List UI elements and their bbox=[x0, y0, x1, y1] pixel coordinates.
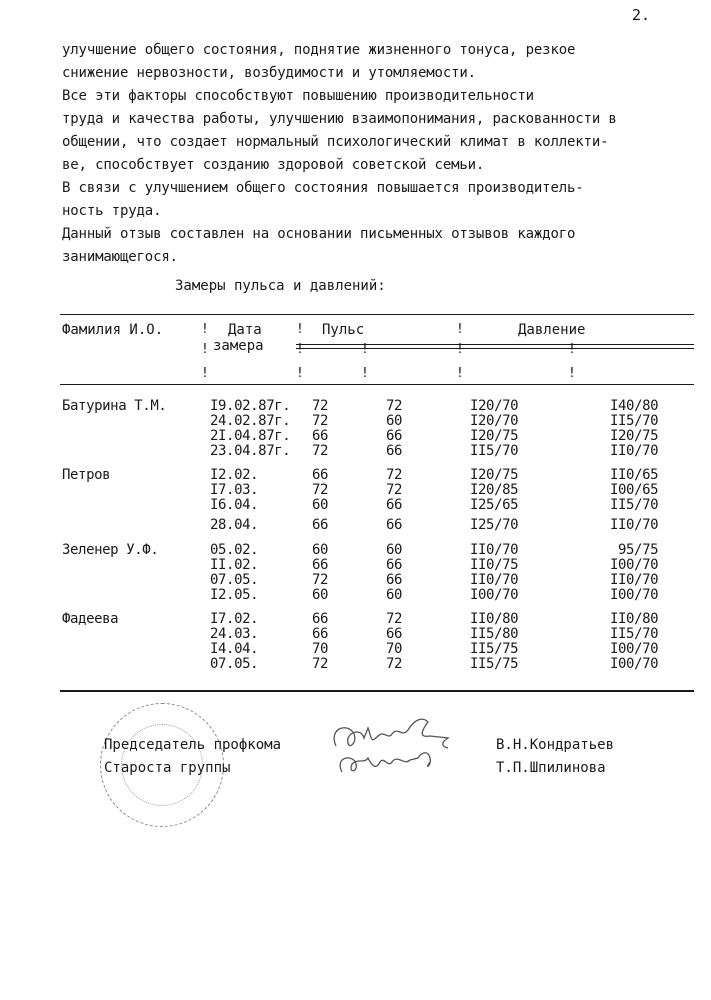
column-separator: ! bbox=[568, 342, 576, 357]
pressure-cell: I00/70 bbox=[610, 587, 659, 603]
pulse-cell: 66 bbox=[386, 428, 403, 444]
text-line: улучшение общего состояния, поднятие жизненного тонуса, резкое bbox=[62, 42, 576, 58]
column-separator: ! bbox=[201, 342, 209, 357]
pulse-cell: 60 bbox=[386, 587, 403, 603]
header-date-2: замера bbox=[213, 338, 264, 354]
column-separator: ! bbox=[456, 322, 464, 337]
pulse-cell: 60 bbox=[312, 497, 329, 513]
pressure-cell: I25/70 bbox=[470, 517, 519, 533]
pressure-cell: I00/70 bbox=[610, 557, 659, 573]
pulse-cell: 72 bbox=[312, 656, 329, 672]
signatory-name: В.Н.Кондратьев bbox=[496, 737, 615, 753]
date-cell: 07.05. bbox=[210, 656, 259, 672]
pressure-cell: II0/70 bbox=[610, 517, 659, 533]
signatory-name: Т.П.Шпилинова bbox=[496, 760, 606, 776]
column-separator: ! bbox=[201, 366, 209, 381]
header-name: Фамилия И.О. bbox=[62, 322, 164, 338]
pressure-cell: I20/75 bbox=[470, 428, 519, 444]
pulse-cell: 72 bbox=[312, 443, 329, 459]
pulse-cell: 66 bbox=[312, 626, 329, 642]
pulse-cell: 72 bbox=[312, 572, 329, 588]
column-separator: ! bbox=[201, 322, 209, 337]
pulse-cell: 70 bbox=[312, 641, 329, 657]
subheader-rule bbox=[296, 348, 694, 349]
column-separator: ! bbox=[456, 342, 464, 357]
signatory-role: Председатель профкома bbox=[104, 737, 282, 753]
pressure-cell: II0/70 bbox=[610, 443, 659, 459]
pressure-cell: I20/75 bbox=[610, 428, 659, 444]
subheader-rule bbox=[296, 344, 694, 345]
pressure-cell: II5/70 bbox=[610, 413, 659, 429]
date-cell: I2.05. bbox=[210, 587, 259, 603]
pressure-cell: I20/70 bbox=[470, 398, 519, 414]
pressure-cell: II5/75 bbox=[470, 656, 519, 672]
pressure-cell: 95/75 bbox=[618, 542, 659, 558]
pulse-cell: 66 bbox=[312, 557, 329, 573]
table-caption: Замеры пульса и давлений: bbox=[175, 278, 386, 294]
pressure-cell: I25/65 bbox=[470, 497, 519, 513]
pressure-cell: I20/70 bbox=[470, 413, 519, 429]
pressure-cell: II0/70 bbox=[470, 542, 519, 558]
date-cell: 24.02.87г. bbox=[210, 413, 291, 429]
pulse-cell: 60 bbox=[386, 413, 403, 429]
pulse-cell: 72 bbox=[386, 398, 403, 414]
pressure-cell: II5/70 bbox=[610, 626, 659, 642]
date-cell: I6.04. bbox=[210, 497, 259, 513]
column-separator: ! bbox=[296, 322, 304, 337]
pulse-cell: 66 bbox=[312, 611, 329, 627]
date-cell: 2I.04.87г. bbox=[210, 428, 291, 444]
header-pressure: Давление bbox=[518, 322, 586, 338]
date-cell: I4.04. bbox=[210, 641, 259, 657]
pulse-cell: 72 bbox=[312, 398, 329, 414]
text-line: ность труда. bbox=[62, 203, 162, 219]
pulse-cell: 66 bbox=[312, 428, 329, 444]
pulse-cell: 70 bbox=[386, 641, 403, 657]
pressure-cell: II0/80 bbox=[470, 611, 519, 627]
pulse-cell: 60 bbox=[312, 542, 329, 558]
pulse-cell: 66 bbox=[386, 517, 403, 533]
pressure-cell: I00/70 bbox=[610, 656, 659, 672]
column-separator: ! bbox=[361, 342, 369, 357]
text-line: Данный отзыв составлен на основании письменных отзывов каждого bbox=[62, 226, 576, 242]
pressure-cell: II0/80 bbox=[610, 611, 659, 627]
row-name: Зеленер У.Ф. bbox=[62, 542, 159, 558]
pulse-cell: 60 bbox=[312, 587, 329, 603]
date-cell: 05.02. bbox=[210, 542, 259, 558]
pulse-cell: 66 bbox=[386, 626, 403, 642]
pressure-cell: II5/70 bbox=[610, 497, 659, 513]
row-name: Батурина Т.М. bbox=[62, 398, 167, 414]
pulse-cell: 66 bbox=[386, 572, 403, 588]
date-cell: 23.04.87г. bbox=[210, 443, 291, 459]
row-name: Фадеева bbox=[62, 611, 119, 627]
page-number: 2. bbox=[632, 6, 651, 24]
pressure-cell: II0/70 bbox=[610, 572, 659, 588]
pressure-cell: II5/80 bbox=[470, 626, 519, 642]
text-line: снижение нервозности, возбудимости и утомляемости. bbox=[62, 65, 476, 81]
table-header-rule bbox=[60, 384, 694, 385]
pulse-cell: 60 bbox=[386, 542, 403, 558]
text-line: Все эти факторы способствуют повышению производительности bbox=[62, 88, 534, 104]
header-date: Дата bbox=[228, 322, 262, 338]
pulse-cell: 66 bbox=[312, 517, 329, 533]
pressure-cell: II5/70 bbox=[470, 443, 519, 459]
pulse-cell: 72 bbox=[386, 656, 403, 672]
pulse-cell: 66 bbox=[386, 443, 403, 459]
date-cell: 28.04. bbox=[210, 517, 259, 533]
text-line: В связи с улучшением общего состояния повышается производитель- bbox=[62, 180, 584, 196]
date-cell: 07.05. bbox=[210, 572, 259, 588]
column-separator: ! bbox=[456, 366, 464, 381]
pressure-cell: I40/80 bbox=[610, 398, 659, 414]
pulse-cell: 66 bbox=[386, 497, 403, 513]
text-line: труда и качества работы, улучшению взаимопонимания, раскованности в bbox=[62, 111, 617, 127]
date-cell: I9.02.87г. bbox=[210, 398, 291, 414]
pressure-cell: II0/65 bbox=[610, 467, 659, 483]
pressure-cell: II5/75 bbox=[470, 641, 519, 657]
column-separator: ! bbox=[296, 366, 304, 381]
table-top-rule bbox=[60, 314, 694, 315]
date-cell: I7.02. bbox=[210, 611, 259, 627]
date-cell: 24.03. bbox=[210, 626, 259, 642]
pressure-cell: I00/70 bbox=[610, 641, 659, 657]
column-separator: ! bbox=[361, 366, 369, 381]
pressure-cell: I00/70 bbox=[470, 587, 519, 603]
text-line: общении, что создает нормальный психологический климат в коллекти- bbox=[62, 134, 609, 150]
pulse-cell: 72 bbox=[312, 413, 329, 429]
date-cell: II.02. bbox=[210, 557, 259, 573]
date-cell: I7.03. bbox=[210, 482, 259, 498]
text-line: занимающегося. bbox=[62, 249, 178, 265]
text-line: ве, способствует созданию здоровой советской семьи. bbox=[62, 157, 485, 173]
pulse-cell: 66 bbox=[312, 467, 329, 483]
handwritten-signature bbox=[318, 708, 468, 788]
pressure-cell: II0/70 bbox=[470, 572, 519, 588]
header-pulse: Пульс bbox=[322, 322, 365, 338]
pulse-cell: 72 bbox=[386, 482, 403, 498]
row-name: Петров bbox=[62, 467, 111, 483]
column-separator: ! bbox=[568, 366, 576, 381]
table-bottom-rule bbox=[60, 690, 694, 692]
pulse-cell: 72 bbox=[386, 467, 403, 483]
pulse-cell: 72 bbox=[386, 611, 403, 627]
column-separator: ! bbox=[296, 342, 304, 357]
pressure-cell: I00/65 bbox=[610, 482, 659, 498]
pressure-cell: I20/85 bbox=[470, 482, 519, 498]
pressure-cell: II0/75 bbox=[470, 557, 519, 573]
date-cell: I2.02. bbox=[210, 467, 259, 483]
signatory-role: Староста группы bbox=[104, 760, 231, 776]
pulse-cell: 66 bbox=[386, 557, 403, 573]
pressure-cell: I20/75 bbox=[470, 467, 519, 483]
pulse-cell: 72 bbox=[312, 482, 329, 498]
